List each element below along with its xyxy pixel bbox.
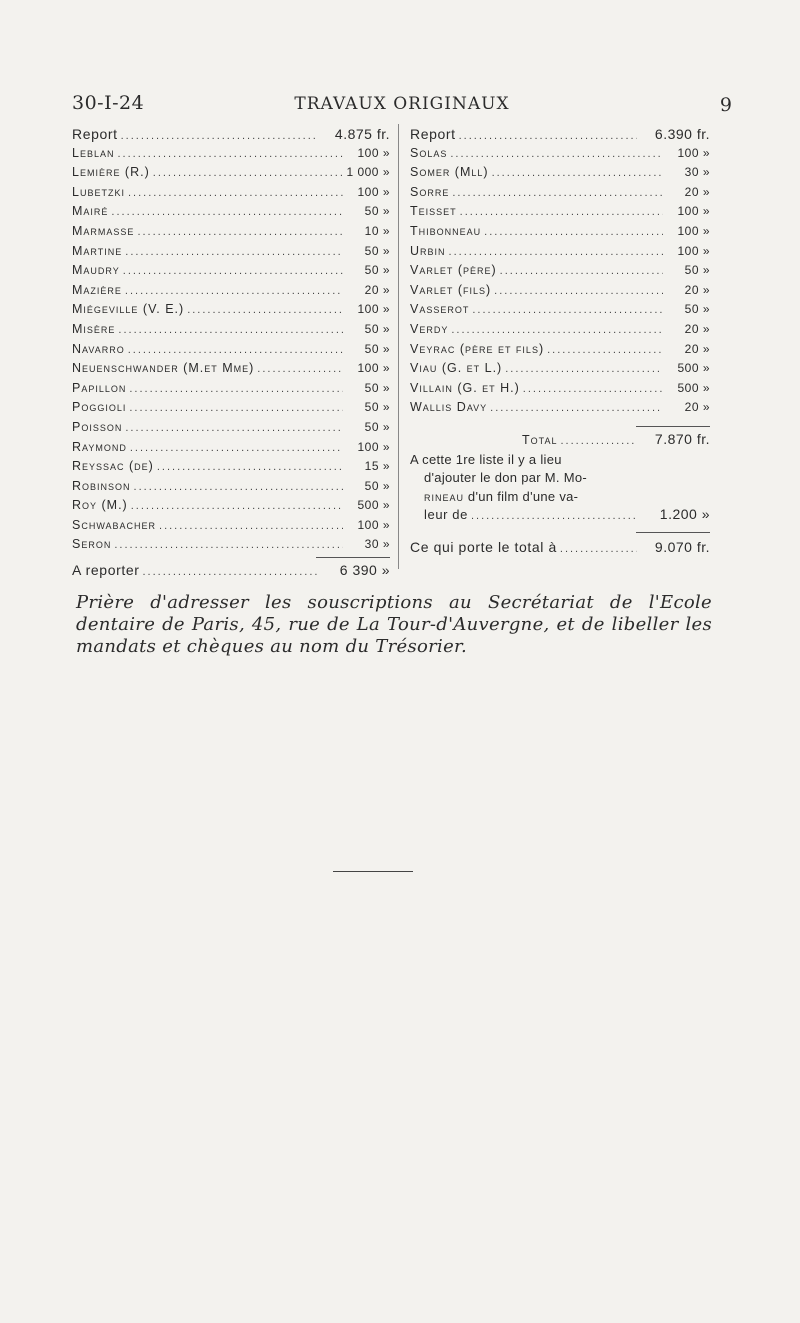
total-row [410, 431, 710, 451]
subscriber-name: Thibonneau [410, 223, 482, 238]
subscriber-row [72, 244, 390, 264]
header-title: TRAVAUX ORIGINAUX [294, 94, 510, 114]
subscriber-name: Reyssac (de) [72, 459, 154, 474]
subscriber-name: Teisset [410, 204, 457, 219]
subscriber-row [410, 302, 710, 322]
subscriber-amount: 1 000 » [346, 165, 390, 180]
subscriber-name: Somer (Mll) [410, 165, 489, 180]
subscriber-row [72, 420, 390, 440]
total-rule [636, 426, 710, 427]
subscriber-name: Raymond [72, 439, 127, 454]
subscriber-row [72, 204, 390, 224]
subscriber-amount: 100 » [677, 204, 710, 219]
subscriber-name: Seron [72, 537, 112, 552]
subscriber-name: Maudry [72, 263, 120, 278]
subscriber-amount: 30 » [364, 537, 390, 552]
subscriber-amount: 20 » [684, 321, 710, 336]
subscriber-amount: 20 » [684, 341, 710, 356]
subscriber-amount: 100 » [677, 243, 710, 258]
subscriber-name: Martine [72, 243, 123, 258]
subscriber-name: Solas [410, 145, 448, 160]
report-amount: 6.390 fr. [654, 126, 710, 142]
note-line: A cette 1re liste il y a lieu [410, 451, 562, 467]
subscriber-amount: 100 » [677, 223, 710, 238]
subscriber-amount: 100 » [357, 145, 390, 160]
subscriber-row [72, 146, 390, 166]
subscriber-name: Poggioli [72, 400, 127, 415]
page-number: 9 [719, 94, 732, 116]
subscriber-amount: 100 » [357, 517, 390, 532]
subscriber-row [72, 479, 390, 499]
subscriber-name: Neuenschwander (M.et Mme) [72, 361, 255, 376]
carry-label: A reporter [72, 562, 140, 579]
report-label: Report [410, 126, 456, 142]
subscriber-amount: 20 » [364, 282, 390, 297]
subscriber-row [72, 224, 390, 244]
subscriber-amount: 50 » [364, 204, 390, 219]
subscriber-name: Villain (G. et H.) [410, 380, 520, 395]
section-end-rule [333, 871, 413, 872]
total-amount: 7.870 fr. [654, 430, 710, 447]
subscriber-row [410, 204, 710, 224]
subscriber-name: Lemière (R.) [72, 165, 150, 180]
subscriber-amount: 50 » [364, 478, 390, 493]
subscriber-amount: 100 » [357, 361, 390, 376]
subscriber-amount: 50 » [684, 302, 710, 317]
grand-total-amount: 9.070 fr. [654, 538, 710, 555]
subscriber-name: Marmasse [72, 223, 135, 238]
page-header [72, 92, 732, 122]
subscriber-row [72, 381, 390, 401]
subscriber-amount: 100 » [357, 184, 390, 199]
note-paragraph [410, 451, 646, 507]
subscriber-name: Varlet (père) [410, 263, 497, 278]
subscriber-row [72, 283, 390, 303]
subscriber-amount: 10 » [364, 223, 390, 238]
subscriber-name: Schwabacher [72, 517, 157, 532]
subscriber-amount: 500 » [677, 361, 710, 376]
subscriber-amount: 50 » [684, 263, 710, 278]
right-entry-list [410, 146, 710, 420]
subscriber-amount: 50 » [364, 400, 390, 415]
subscriber-row [410, 381, 710, 401]
grand-total-label: Ce qui porte le total à [410, 538, 557, 555]
subscriber-amount: 100 » [677, 145, 710, 160]
subscriber-amount: 20 » [684, 282, 710, 297]
subscriber-name: Mazière [72, 282, 122, 297]
carry-row [72, 562, 390, 582]
closing-paragraph: Prière d'adresser les souscriptions au Secrétariat de l'Ecole dentaire de Paris, 45, rue de La Tour-d'Auvergne, et de libeller les mandats et chèques au nom du Trésorier. [76, 592, 712, 657]
subscriber-name: Mairé [72, 204, 109, 219]
subscriber-name: Misère [72, 321, 116, 336]
subscriber-name: Papillon [72, 380, 127, 395]
note-line: leur de [424, 507, 468, 522]
subscriber-row [410, 146, 710, 166]
subscriber-amount: 50 » [364, 419, 390, 434]
subscriber-amount: 50 » [364, 321, 390, 336]
subscriber-row [410, 185, 710, 205]
header-date: 30-I-24 [72, 92, 145, 114]
note-amount-row [410, 506, 710, 526]
subscriber-name: Urbin [410, 243, 446, 258]
subscriber-row [72, 165, 390, 185]
column-divider [398, 124, 399, 569]
subscriber-amount: 20 » [684, 400, 710, 415]
subscriber-name: Vasserot [410, 302, 470, 317]
subscriber-amount: 20 » [684, 184, 710, 199]
subscriber-amount: 100 » [357, 302, 390, 317]
subscriber-row [72, 302, 390, 322]
donation-amount: 1.200 » [659, 506, 710, 522]
subscriber-amount: 15 » [364, 459, 390, 474]
sum-rule [316, 557, 390, 558]
grand-total-rule [636, 532, 710, 533]
subscriber-amount: 30 » [684, 165, 710, 180]
subscriber-amount: 50 » [364, 263, 390, 278]
subscriber-name: Poisson [72, 419, 123, 434]
subscriber-amount: 500 » [357, 498, 390, 513]
subscriber-row [72, 342, 390, 362]
left-column [72, 126, 390, 582]
subscriber-name: Varlet (fils) [410, 282, 492, 297]
subscriber-row [72, 263, 390, 283]
subscriber-name: Navarro [72, 341, 125, 356]
subscriber-row [72, 322, 390, 342]
subscriber-row [410, 283, 710, 303]
subscriber-name: Viau (G. et L.) [410, 361, 503, 376]
subscriber-name: Lubetzki [72, 184, 125, 199]
subscriber-amount: 50 » [364, 341, 390, 356]
subscriber-row [410, 224, 710, 244]
subscriber-row [72, 400, 390, 420]
subscriber-row [410, 244, 710, 264]
subscriber-amount: 100 » [357, 439, 390, 454]
note-line: d'ajouter le don par M. Mo- [424, 470, 588, 485]
report-label: Report [72, 126, 118, 142]
carry-amount: 6 390 » [339, 562, 390, 579]
left-entry-list [72, 146, 390, 557]
subscriber-row [72, 498, 390, 518]
subscriber-row [72, 459, 390, 479]
subscriber-name: Roy (M.) [72, 498, 128, 513]
subscriber-row [72, 185, 390, 205]
subscriber-name: Miégeville (V. E.) [72, 302, 185, 317]
subscriber-row [410, 400, 710, 420]
subscriber-row [72, 361, 390, 381]
note-name: rineau [424, 488, 465, 504]
note-line: rineau d'un film d'une va- [424, 488, 579, 504]
subscriber-name: Robinson [72, 478, 131, 493]
subscriber-row [410, 342, 710, 362]
subscriber-name: Verdy [410, 321, 449, 336]
subscriber-amount: 50 » [364, 380, 390, 395]
subscriber-row [410, 263, 710, 283]
report-row [72, 126, 390, 146]
right-column [410, 126, 710, 558]
subscriber-name: Veyrac (père et fils) [410, 341, 545, 356]
report-row [410, 126, 710, 146]
report-amount: 4.875 fr. [334, 126, 390, 142]
subscriber-amount: 50 » [364, 243, 390, 258]
total-label: Total [522, 432, 558, 447]
subscriber-name: Wallis Davy [410, 400, 488, 415]
subscriber-amount: 500 » [677, 380, 710, 395]
subscriber-row [72, 518, 390, 538]
grand-total-row [410, 539, 710, 559]
subscriber-row [410, 361, 710, 381]
subscriber-row [410, 165, 710, 185]
subscriber-row [72, 440, 390, 460]
subscriber-row [410, 322, 710, 342]
subscriber-name: Sorre [410, 184, 450, 199]
subscriber-name: Leblan [72, 145, 115, 160]
subscriber-row [72, 537, 390, 557]
